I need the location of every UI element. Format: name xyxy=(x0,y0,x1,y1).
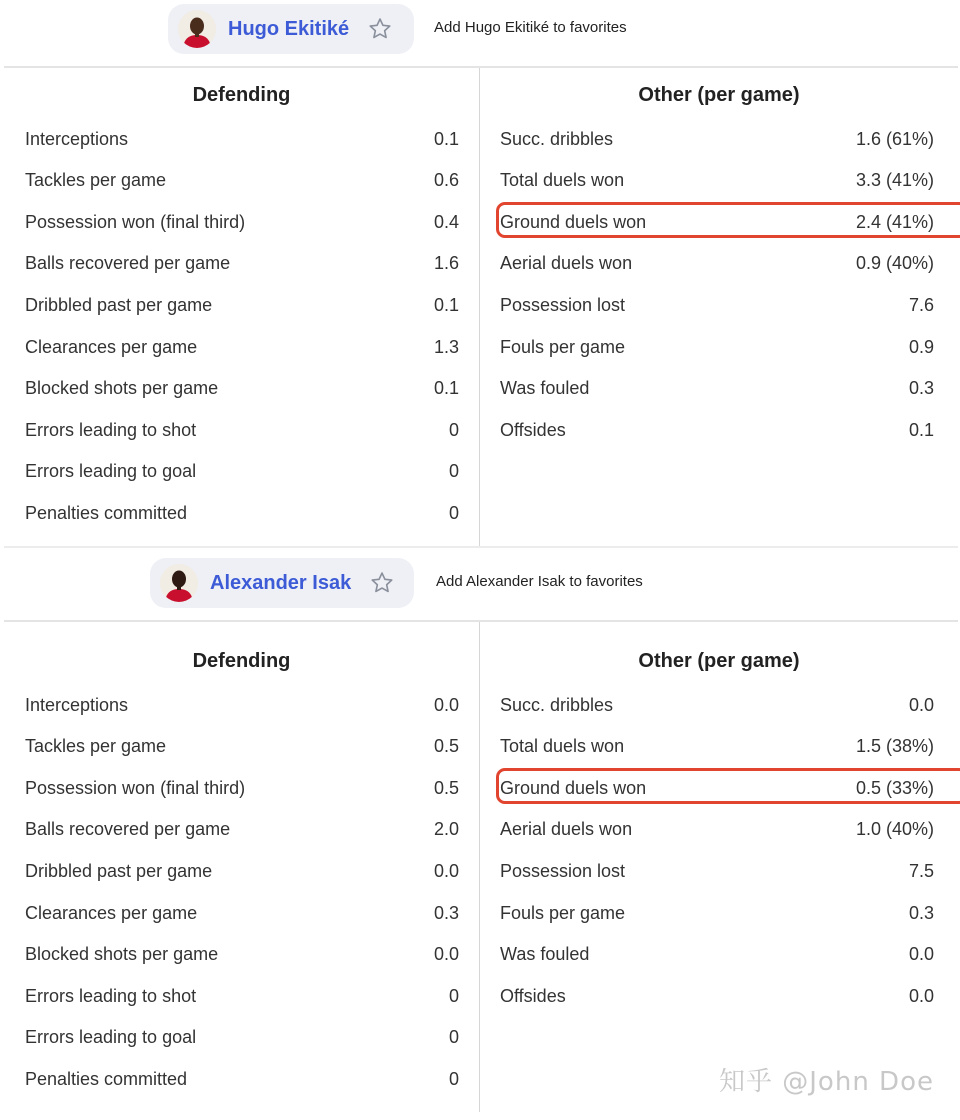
stat-label: Was fouled xyxy=(500,378,590,399)
stat-value: 0.9 xyxy=(908,336,934,357)
other-column xyxy=(480,68,958,546)
other-title: Other (per game) xyxy=(638,650,800,672)
stat-label: Aerial duels won xyxy=(500,819,633,840)
watermark: 知乎 @John Doe xyxy=(719,1067,934,1097)
stat-label: Penalties committed xyxy=(25,1068,188,1089)
stat-value: 0.4 xyxy=(433,211,459,232)
stat-label: Possession won (final third) xyxy=(25,777,246,798)
defending-title: Defending xyxy=(192,84,291,106)
stat-value: 2.0 xyxy=(433,819,459,840)
stats-panel xyxy=(4,66,958,546)
stat-row xyxy=(500,774,934,802)
stat-value: 3.3 (41%) xyxy=(855,170,934,191)
stat-label: Aerial duels won xyxy=(500,253,633,274)
stat-row xyxy=(25,333,459,361)
stat-value: 0.0 xyxy=(908,985,934,1006)
stat-label: Possession won (final third) xyxy=(25,211,246,232)
stat-value: 2.4 (41%) xyxy=(855,211,934,232)
stat-label: Tackles per game xyxy=(25,736,167,757)
stat-value: 0 xyxy=(448,502,459,523)
stat-value: 7.6 xyxy=(908,294,934,315)
player-photo-icon xyxy=(160,564,198,602)
stat-value: 0.1 xyxy=(433,378,459,399)
stat-row xyxy=(25,416,459,444)
stat-value: 0.9 (40%) xyxy=(855,253,934,274)
stats-panel xyxy=(4,620,958,1112)
stat-label: Tackles per game xyxy=(25,170,167,191)
stat-row xyxy=(25,816,459,844)
stat-value: 0.5 (33%) xyxy=(855,777,934,798)
stat-value: 0.1 xyxy=(908,419,934,440)
stat-label: Interceptions xyxy=(25,128,129,149)
stat-label: Succ. dribbles xyxy=(500,128,614,149)
stat-row xyxy=(25,982,459,1010)
section-divider xyxy=(4,546,958,548)
stat-label: Total duels won xyxy=(500,736,625,757)
stat-label: Total duels won xyxy=(500,170,625,191)
stat-row xyxy=(500,291,934,319)
player-chip[interactable] xyxy=(150,558,414,608)
stat-row xyxy=(25,1024,459,1052)
stat-row xyxy=(25,733,459,761)
stat-row xyxy=(500,375,934,403)
stat-label: Offsides xyxy=(500,419,566,440)
player-avatar xyxy=(178,10,216,48)
stat-label: Dribbled past per game xyxy=(25,294,213,315)
stat-value: 0 xyxy=(448,985,459,1006)
stat-label: Errors leading to shot xyxy=(25,419,197,440)
stat-row xyxy=(25,250,459,278)
stat-value: 0.6 xyxy=(433,170,459,191)
defending-title: Defending xyxy=(192,650,291,672)
stat-value: 0.0 xyxy=(433,694,459,715)
stat-value: 0.0 xyxy=(433,944,459,965)
stat-row xyxy=(500,982,934,1010)
stat-label: Was fouled xyxy=(500,944,590,965)
stat-label: Fouls per game xyxy=(500,902,626,923)
stat-label: Clearances per game xyxy=(25,902,198,923)
stat-row xyxy=(25,899,459,927)
stat-row xyxy=(25,857,459,885)
stat-value: 0.0 xyxy=(908,694,934,715)
stat-label: Dribbled past per game xyxy=(25,860,213,881)
add-to-favorites-link[interactable]: Add Alexander Isak to favorites xyxy=(436,573,643,590)
player-chip[interactable] xyxy=(168,4,414,54)
stat-row xyxy=(500,691,934,719)
stat-label: Penalties committed xyxy=(25,502,188,523)
stat-row xyxy=(500,816,934,844)
stat-row xyxy=(500,167,934,195)
other-title: Other (per game) xyxy=(638,84,800,106)
stat-row xyxy=(25,499,459,527)
add-to-favorites-link[interactable]: Add Hugo Ekitiké to favorites xyxy=(434,19,627,36)
stat-row xyxy=(25,458,459,486)
player-header xyxy=(0,0,960,64)
stat-label: Ground duels won xyxy=(500,777,647,798)
stat-label: Clearances per game xyxy=(25,336,198,357)
stat-value: 0 xyxy=(448,419,459,440)
stat-label: Ground duels won xyxy=(500,211,647,232)
stat-value: 0.3 xyxy=(433,902,459,923)
stat-label: Possession lost xyxy=(500,294,626,315)
stat-row xyxy=(25,774,459,802)
stat-value: 1.5 (38%) xyxy=(855,736,934,757)
stat-value: 0.5 xyxy=(433,736,459,757)
stat-row xyxy=(25,375,459,403)
stat-value: 0.5 xyxy=(433,777,459,798)
stat-row xyxy=(500,416,934,444)
player-header xyxy=(0,554,960,618)
stat-value: 0.1 xyxy=(433,128,459,149)
stat-row xyxy=(25,691,459,719)
stat-row xyxy=(500,208,934,236)
player-name[interactable]: Alexander Isak xyxy=(210,571,352,594)
player-name[interactable]: Hugo Ekitiké xyxy=(228,17,350,40)
stat-label: Offsides xyxy=(500,985,566,1006)
stat-value: 1.0 (40%) xyxy=(855,819,934,840)
stat-row xyxy=(25,291,459,319)
stat-label: Errors leading to shot xyxy=(25,985,197,1006)
stat-value: 0.0 xyxy=(908,944,934,965)
defending-column xyxy=(4,622,480,1112)
stat-label: Balls recovered per game xyxy=(25,253,231,274)
stat-row xyxy=(25,167,459,195)
other-column xyxy=(480,622,958,1112)
stat-row xyxy=(25,941,459,969)
stat-label: Interceptions xyxy=(25,694,129,715)
stat-label: Balls recovered per game xyxy=(25,819,231,840)
player-photo-icon xyxy=(178,10,216,48)
defending-column xyxy=(4,68,480,546)
stat-value: 0 xyxy=(448,1068,459,1089)
stat-row xyxy=(500,733,934,761)
stat-label: Succ. dribbles xyxy=(500,694,614,715)
stat-value: 0.0 xyxy=(433,860,459,881)
stat-row xyxy=(500,941,934,969)
stat-row xyxy=(500,333,934,361)
stat-row xyxy=(500,125,934,153)
stat-row xyxy=(25,208,459,236)
star-icon[interactable] xyxy=(369,570,395,596)
stat-value: 0.1 xyxy=(433,294,459,315)
stat-row xyxy=(500,857,934,885)
stat-row xyxy=(25,125,459,153)
stat-label: Errors leading to goal xyxy=(25,461,197,482)
star-icon[interactable] xyxy=(367,16,393,42)
stat-value: 0 xyxy=(448,1027,459,1048)
stat-label: Fouls per game xyxy=(500,336,626,357)
stat-label: Blocked shots per game xyxy=(25,378,219,399)
stat-row xyxy=(500,250,934,278)
stat-value: 1.6 xyxy=(433,253,459,274)
stat-value: 0.3 xyxy=(908,902,934,923)
stat-value: 0 xyxy=(448,461,459,482)
stat-row xyxy=(25,1065,459,1093)
stat-value: 1.6 (61%) xyxy=(855,128,934,149)
stat-label: Errors leading to goal xyxy=(25,1027,197,1048)
stat-row xyxy=(500,899,934,927)
stat-label: Blocked shots per game xyxy=(25,944,219,965)
stat-value: 7.5 xyxy=(908,860,934,881)
stat-label: Possession lost xyxy=(500,860,626,881)
stat-value: 1.3 xyxy=(433,336,459,357)
player-avatar xyxy=(160,564,198,602)
stat-value: 0.3 xyxy=(908,378,934,399)
